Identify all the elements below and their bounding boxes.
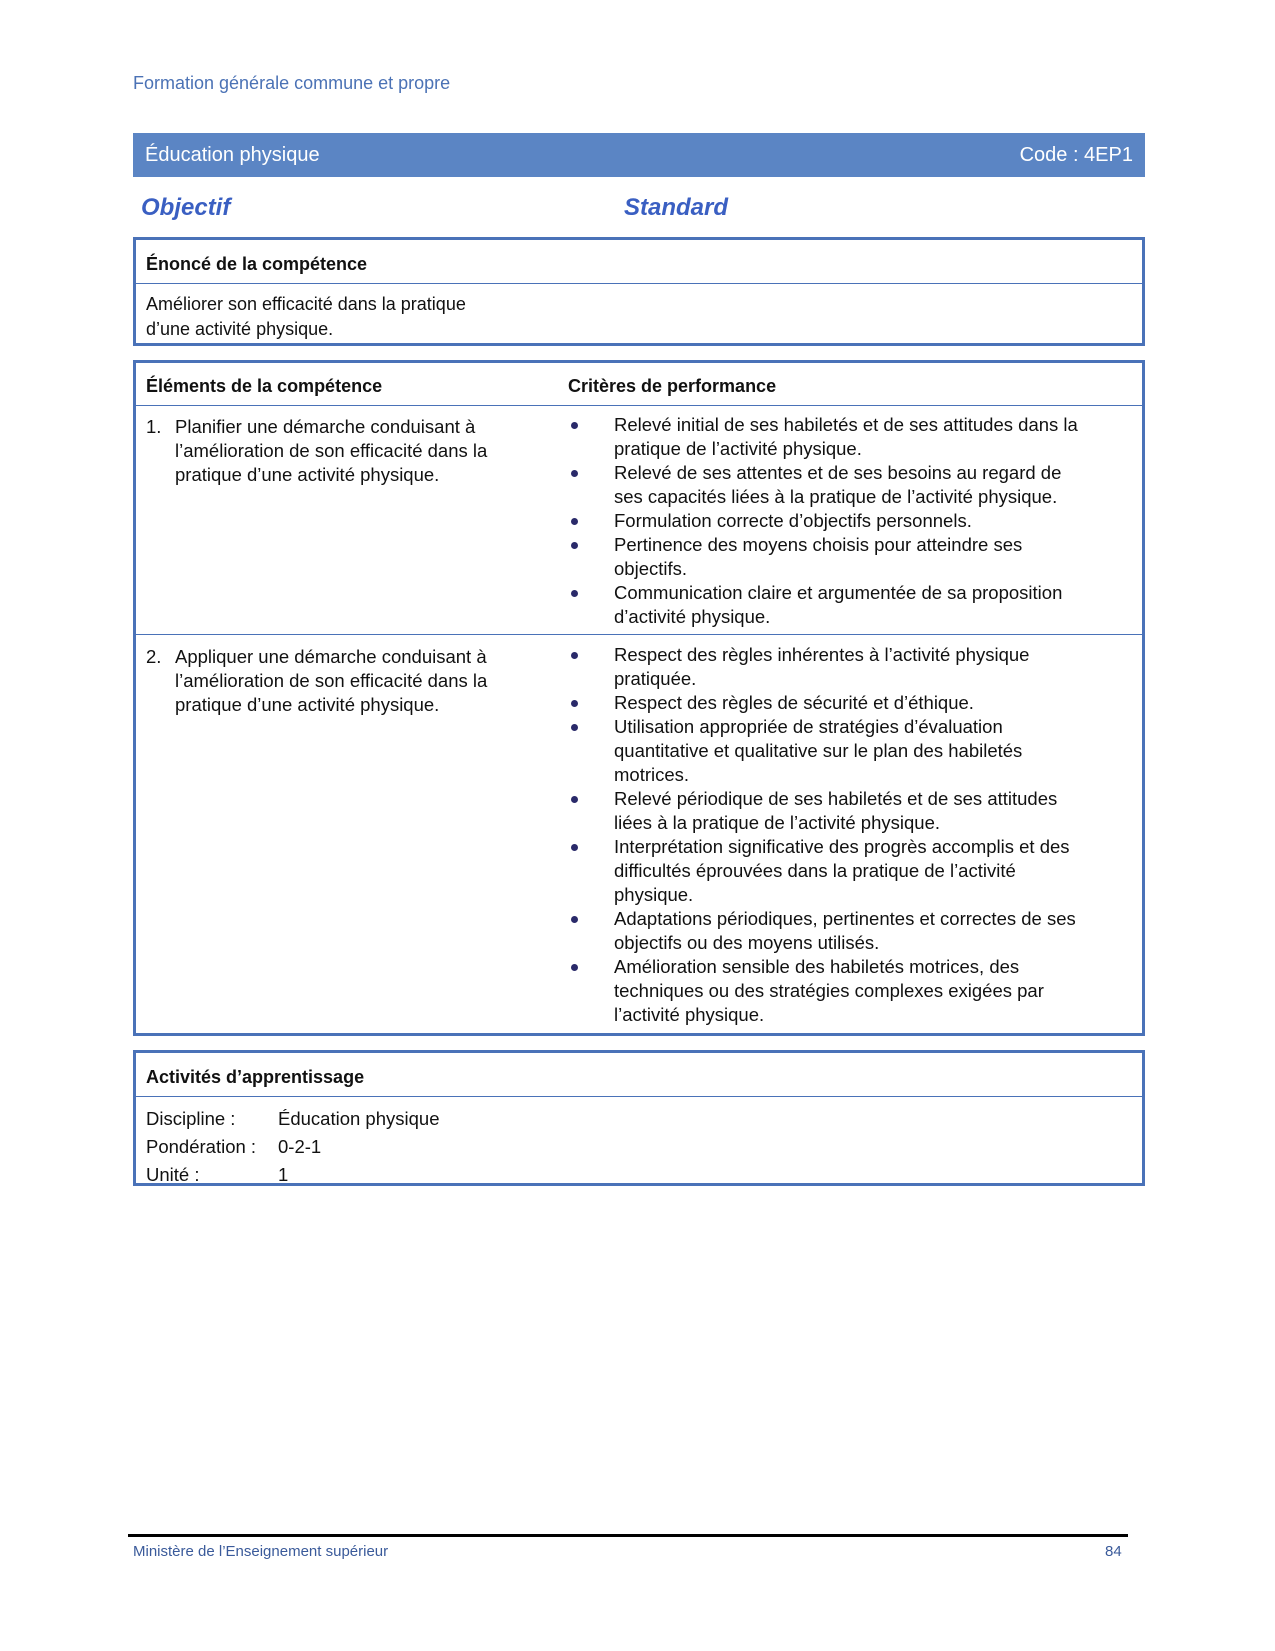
bullet-icon — [571, 700, 578, 707]
discipline-value: Éducation physique — [278, 1108, 440, 1129]
criterion: Pertinence des moyens choisis pour atteindre ses objectifs. — [568, 533, 1133, 581]
element-line: Planifier une démarche conduisant à — [175, 416, 476, 437]
criterion: Amélioration sensible des habiletés motrices, des techniques ou des stratégies complexes exigées par l’activité physique. — [568, 955, 1133, 1027]
bullet-icon — [571, 652, 578, 659]
element-line: Appliquer une démarche conduisant à — [175, 646, 487, 667]
discipline-row — [146, 1108, 439, 1130]
element-number: 1. — [146, 416, 162, 437]
unite-label: Unité : — [146, 1164, 200, 1185]
competence-element-2 — [146, 645, 536, 717]
criterion: Adaptations périodiques, pertinentes et correctes de ses objectifs ou des moyens utilisés. — [568, 907, 1133, 955]
bullet-icon — [571, 518, 578, 525]
element-line: l’amélioration de son efficacité dans la — [175, 670, 488, 691]
criterion: Interprétation significative des progrès accomplis et des difficultés éprouvées dans la pratique de l’activité physique. — [568, 835, 1133, 907]
criterion: Respect des règles de sécurité et d’éthique. — [568, 691, 1133, 715]
competence-statement — [146, 292, 516, 342]
criterion: Utilisation appropriée de stratégies d’évaluation quantitative et qualitative sur le plan des habiletés motrices. — [568, 715, 1133, 787]
discipline-label: Discipline : — [146, 1108, 236, 1129]
learning-activities-box — [133, 1050, 1145, 1186]
course-title: Éducation physique — [145, 144, 320, 166]
learning-activities-heading: Activités d’apprentissage — [146, 1067, 365, 1087]
criterion: Relevé périodique de ses habiletés et de ses attitudes liées à la pratique de l’activité physique. — [568, 787, 1133, 835]
ponderation-row — [146, 1136, 321, 1158]
bullet-icon — [571, 422, 578, 429]
footer-ministry: Ministère de l’Enseignement supérieur — [133, 1543, 389, 1560]
competence-table — [133, 360, 1145, 1036]
element-line: l’amélioration de son efficacité dans la — [175, 440, 488, 461]
bullet-icon — [571, 724, 578, 731]
elements-column-header: Éléments de la compétence — [146, 376, 383, 396]
unite-value: 1 — [278, 1164, 289, 1185]
course-code: Code : 4EP1 — [1019, 144, 1133, 166]
ponderation-value: 0-2-1 — [278, 1136, 322, 1157]
divider — [136, 405, 1142, 406]
statement-line: d’une activité physique. — [146, 319, 334, 339]
statement-line: Améliorer son efficacité dans la pratique — [146, 294, 466, 314]
criterion: Formulation correcte d’objectifs personnels. — [568, 509, 1133, 533]
criterion: Relevé initial de ses habiletés et de ses attitudes dans la pratique de l’activité physique. — [568, 413, 1133, 461]
running-header: Formation générale commune et propre — [133, 73, 451, 93]
objectif-heading: Objectif — [141, 194, 231, 221]
page-number: 84 — [1105, 1543, 1122, 1560]
criteria-list-2 — [568, 643, 1133, 1027]
competence-element-1 — [146, 415, 536, 487]
element-line: pratique d’une activité physique. — [175, 694, 440, 715]
bullet-icon — [571, 964, 578, 971]
bullet-icon — [571, 542, 578, 549]
standard-heading: Standard — [624, 194, 729, 221]
criteria-list-1 — [568, 413, 1133, 629]
footer-rule — [128, 1534, 1128, 1537]
element-line: pratique d’une activité physique. — [175, 464, 440, 485]
criteria-column-header: Critères de performance — [568, 376, 777, 396]
bullet-icon — [571, 796, 578, 803]
criterion: Communication claire et argumentée de sa proposition d’activité physique. — [568, 581, 1133, 629]
bullet-icon — [571, 916, 578, 923]
divider — [136, 634, 1142, 635]
unite-row — [146, 1164, 288, 1186]
divider — [136, 1096, 1142, 1097]
bullet-icon — [571, 590, 578, 597]
criterion: Respect des règles inhérentes à l’activité physique pratiquée. — [568, 643, 1133, 691]
bullet-icon — [571, 844, 578, 851]
bullet-icon — [571, 470, 578, 477]
course-title-bar — [133, 133, 1145, 177]
ponderation-label: Pondération : — [146, 1136, 257, 1157]
element-number: 2. — [146, 646, 162, 667]
criterion: Relevé de ses attentes et de ses besoins au regard de ses capacités liées à la pratique de l’activité physique. — [568, 461, 1133, 509]
competence-statement-heading: Énoncé de la compétence — [146, 254, 368, 274]
competence-statement-box — [133, 237, 1145, 346]
divider — [136, 283, 1142, 284]
